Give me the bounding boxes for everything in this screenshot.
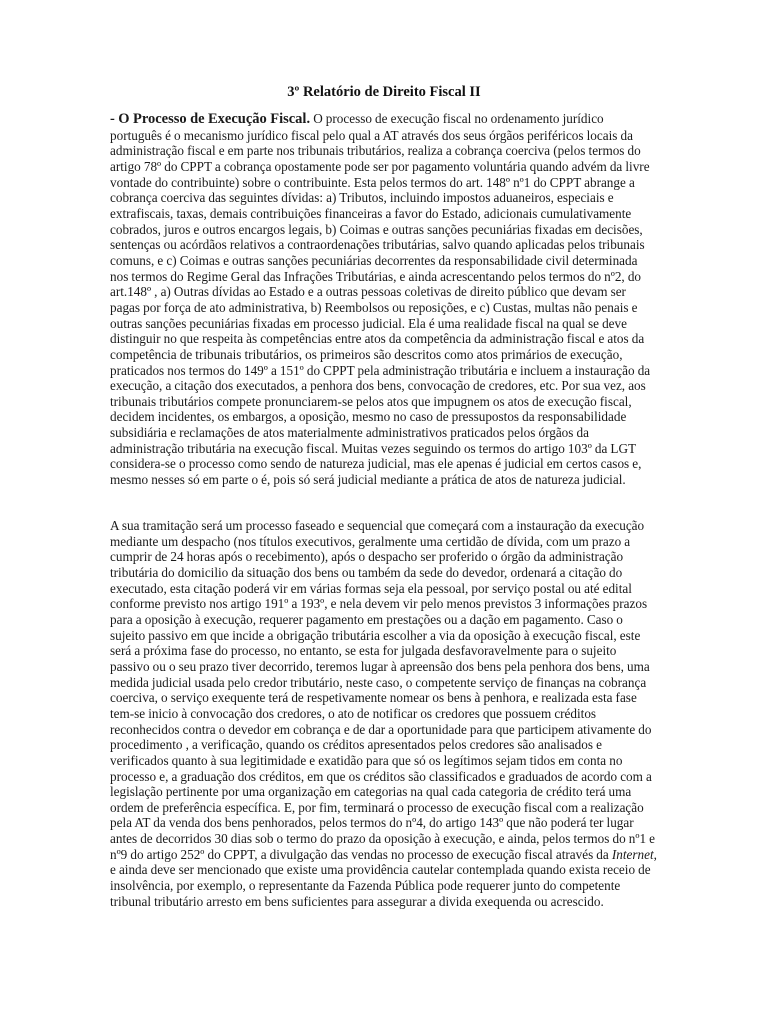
document-title: 3º Relatório de Direito Fiscal II: [287, 84, 481, 100]
paragraph-procedure-phases: [110, 518, 658, 909]
section-heading: - O Processo de Execução Fiscal.: [110, 111, 311, 127]
paragraph-execution-process-definition: [110, 111, 658, 488]
paragraph2-italic-internet: Internet: [611, 846, 654, 862]
paragraph2-text-part2: , e ainda deve ser mencionado que existe uma providência cautelar contemplada quando exista receio de insolvência, por exemplo, o representante da Fazenda Pública pode requerer junto do competente tribunal tributário arresto em bens suficientes para assegurar a divida exequenda ou acrescido.: [110, 846, 657, 909]
paragraph1-text: O processo de execução fiscal no ordenamento jurídico português é o mecanismo jurídico fiscal pelo qual a AT através dos seus órgãos periféricos locais da administração fiscal e em parte nos tribunais tributários, realiza a cobrança coerciva (pelos termos do artigo 78º do CPPT a cobrança opostamente pode ser por pagamento voluntária quando advém da livre vontade do contribuinte) sobre o contribuinte. Esta pelos termos do art. 148º nº1 do CPPT abrange a cobrança coerciva das seguintes dívidas: a) Tributos, incluindo impostos aduaneiros, especiais e extrafiscais, taxas, demais contribuições financeiras a favor do Estado, adicionais cumulativamente cobrados, juros e outros encargos legais, b) Coimas e outras sanções pecuniárias fixadas em decisões, sentenças ou acórdãos relativos a contraordenações tributárias, salvo quando aplicadas pelos tribunais comuns, e c) Coimas e outras sanções pecuniárias decorrentes da responsabilidade civil determinada nos termos do Regime Geral das Infrações Tributárias, e ainda acrescentando pelos termos do nº2, do art.148º , a) Outras dívidas ao Estado e a outras pessoas coletivas de direito público que devam ser pagas por força de ato administrativa, b) Reembolsos ou reposições, e c) Custas, multas não penais e outras sanções pecuniárias fixadas em processo judicial. Ela é uma realidade fiscal na qual se deve distinguir no que respeita às competências entre atos da competência da administração fiscal e atos da competência de tribunais tributários, os primeiros são descritos como atos primários de execução, praticados nos termos do 149º a 151º do CPPT pela administração tributária e incluem a instauração da execução, a citação dos executados, a penhora dos bens, convocação de credores, etc. Por sua vez, aos tribunais tributários compete pronunciarem-se pelos atos que impugnem os atos de execução fiscal, decidem incidentes, os embargos, a oposição, mesmo no caso de pressupostos da responsabilidade subsidiária e reclamações de atos materialmente administrativos praticados pelos órgãos da administração tributária na execução fiscal. Muitas vezes seguindo os termos do artigo 103º da LGT considera-se o processo como sendo de natureza judicial, mas ele apenas é judicial em certos casos e, mesmo nesses só em parte o é, pois só será judicial mediante a prática de atos de natureza judicial.: [110, 111, 651, 488]
paragraph2-text-part1: A sua tramitação será um processo faseado e sequencial que começará com a instauração da execução mediante um despacho (nos títulos executivos, geralmente uma certidão de dívida, com um prazo a cumprir de 24 horas após o recebimento), após o despacho ser proferido o órgão da administração tributária do domicilio da situação dos bens ou também da sede do devedor, ordenará a citação do executado, esta citação poderá vir em várias formas seja ela pessoal, por serviço postal ou até edital conforme previsto nos artigo 191º a 193º, e nela devem vir pelo menos previstos 3 informações prazos para a oposição à execução, requerer pagamento em prestações ou a dação em pagamento. Caso o sujeito passivo em que incide a obrigação tributária escolher a via da oposição à execução fiscal, este será a próxima fase do processo, no entanto, se esta for julgada desfavoravelmente para o sujeito passivo ou o seu prazo tiver decorrido, teremos lugar à apreensão dos bens pela penhora dos bens, uma medida judicial usada pelo credor tributário, neste caso, o competente serviço de finanças na cobrança coerciva, o serviço exequente terá de respetivamente nomear os bens à penhora, e realizada esta fase tem-se inicio à convocação dos credores, o ato de notificar os credores que possuem créditos reconhecidos contra o devedor em cobrança e de dar a oportunidade para que participem ativamente do procedimento , a verificação, quando os créditos apresentados pelos credores são analisados e verificados quanto à sua legitimidade e exatidão para que só os legítimos sejam tidos em conta no processo e, a graduação dos créditos, em que os créditos são classificados e graduados de acordo com a legislação pertinente por uma organização em categorias na qual cada categoria de crédito terá uma ordem de preferência específica. E, por fim, terminará o processo de execução fiscal com a realização pela AT da venda dos bens penhorados, pelos termos do nº4, do artigo 143º que não poderá ter lugar antes de decorridos 30 dias sob o termo do prazo da oposição à execução, e ainda, pelos termos do nº1 e nº9 do artigo 252º do CPPT, a divulgação das vendas no processo de execução fiscal através da: [110, 518, 655, 862]
